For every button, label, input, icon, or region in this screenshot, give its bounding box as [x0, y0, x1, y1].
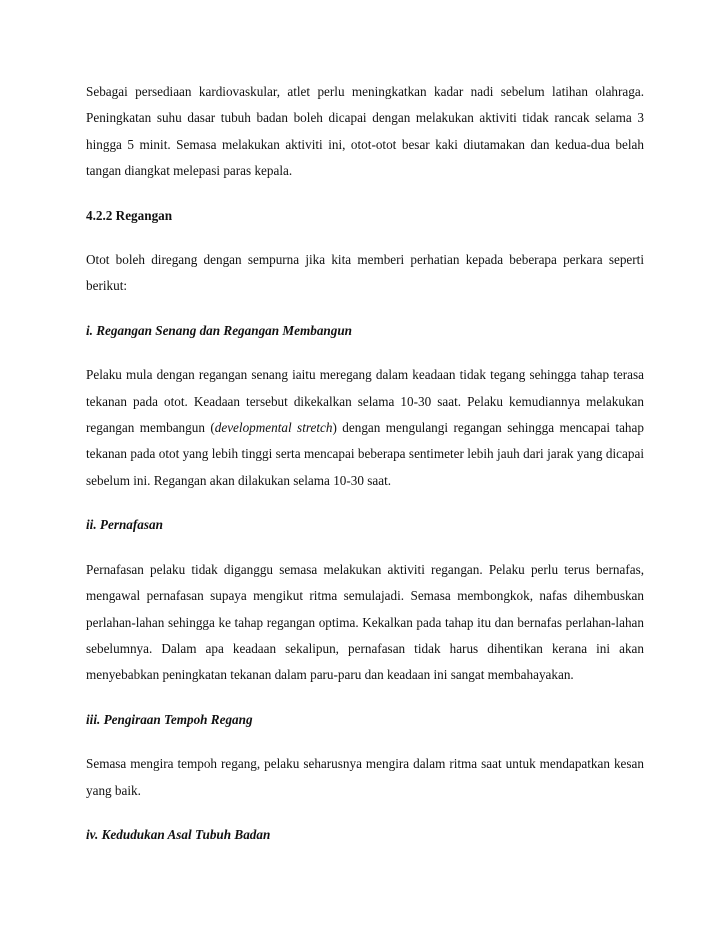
spacer — [86, 494, 644, 512]
spacer — [86, 804, 644, 822]
spacer — [86, 689, 644, 707]
spacer — [86, 733, 644, 751]
spacer — [86, 185, 644, 203]
section-heading-regangan: 4.2.2 Regangan — [86, 207, 173, 223]
paragraph-cardio-prep: Sebagai persediaan kardiovaskular, atlet perlu meningkatkan kadar nadi sebelum latihan olahraga. Peningkatan suhu dasar tubuh badan boleh dicapai dengan melakukan aktiviti tidak rancak selama 3 hingga 5 minit. Semasa melakukan aktiviti ini, otot-otot besar kaki diutamakan dan kedua-dua belah tangan diangkat melepasi paras kepala. — [86, 84, 644, 179]
spacer — [86, 539, 644, 557]
italic-term: developmental stretch — [214, 420, 333, 436]
subheading-breathing: ii. Pernafasan — [86, 517, 163, 533]
paragraph-text: ) dengan mengulangi regangan sehingga mencapai tahap tekanan pada otot yang lebih tinggi serta mencapai beberapa sentimeter lebih jauh dari jarak yang dicapai sebelum ini. Regangan akan dilakukan selama 10-30 saat. — [86, 420, 644, 488]
subheading-easy-developmental-stretch: i. Regangan Senang dan Regangan Membangun — [86, 322, 353, 338]
paragraph-breathing: Pernafasan pelaku tidak diganggu semasa melakukan aktiviti regangan. Pelaku perlu terus bernafas, mengawal pernafasan supaya mengikut ritma semulajadi. Semasa membongkok, nafas dihembuskan perlahan-lahan sehingga ke tahap regangan optima. Kekalkan pada tahap itu dan bernafas perlahan-lahan sebelumnya. Dalam apa keadaan sekalipun, pernafasan tidak harus dihentikan kerana ini akan menyebabkan peningkatan tekanan dalam paru-paru dan keadaan ini sangat membahayakan. — [86, 561, 644, 683]
spacer — [86, 229, 644, 247]
document-page — [86, 79, 644, 848]
subheading-stretch-duration: iii. Pengiraan Tempoh Regang — [86, 711, 253, 727]
paragraph-easy-stretch — [86, 362, 644, 494]
paragraph-stretch-duration: Semasa mengira tempoh regang, pelaku seharusnya mengira dalam ritma saat untuk mendapatkan kesan yang baik. — [86, 756, 644, 798]
spacer — [86, 344, 644, 362]
paragraph-text: Pelaku mula dengan regangan senang iaitu meregang dalam keadaan tidak tegang sehingga tahap terasa tekanan pada otot. Keadaan tersebut dikekalkan selama 10-30 saat. Pelaku kemudiannya melakukan regangan membangun ( — [86, 367, 644, 436]
spacer — [86, 300, 644, 318]
paragraph-stretch-intro: Otot boleh diregang dengan sempurna jika kita memberi perhatian kepada beberapa perkara seperti berikut: — [86, 252, 644, 294]
subheading-body-position: iv. Kedudukan Asal Tubuh Badan — [86, 826, 271, 842]
